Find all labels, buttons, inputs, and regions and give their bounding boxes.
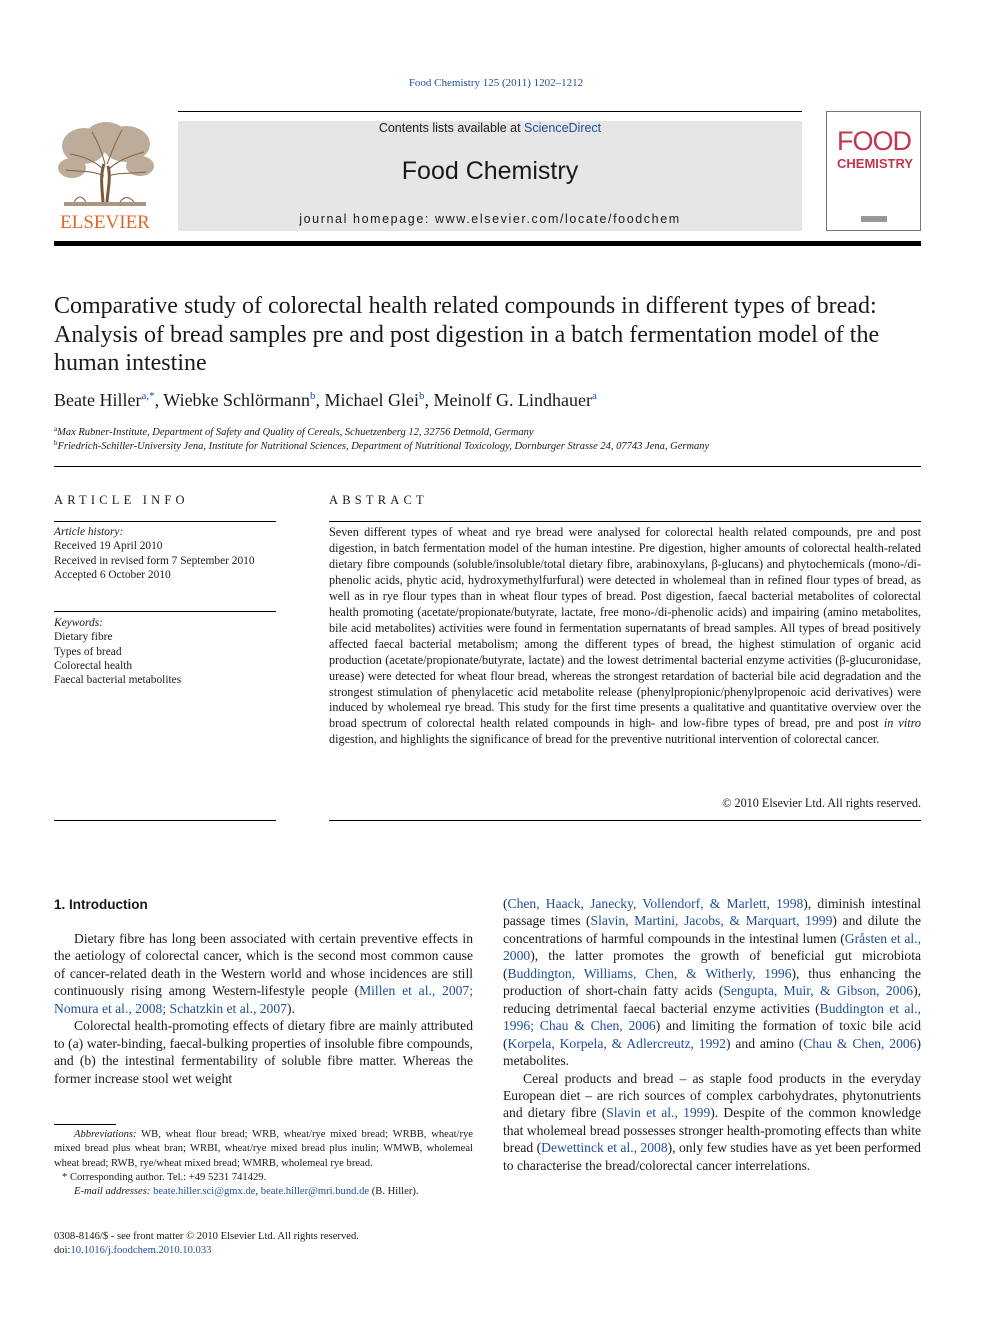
accepted-date: Accepted 6 October 2010 xyxy=(54,568,171,581)
section-heading: 1. Introduction xyxy=(54,897,148,912)
author-affiliation-mark[interactable]: b xyxy=(419,390,425,402)
author-name: Michael Glei xyxy=(324,390,419,410)
citation-link[interactable]: Chau & Chen, 2006 xyxy=(803,1035,917,1051)
citation-link[interactable]: Sengupta, Muir, & Gibson, 2006 xyxy=(723,983,914,999)
citation-link[interactable]: Millen et al., 2007; Nomura et al., 2008; Schatzkin et al., 2007 xyxy=(54,983,473,1016)
citation-link[interactable]: Korpela, Korpela, & Adlercreutz, 1992 xyxy=(507,1035,726,1051)
body-right-column xyxy=(503,895,921,1174)
keyword: Types of bread xyxy=(54,645,122,658)
affiliation-b: $^b$Friedrich-Schiller-University Jena, Institute for Nutritional Sciences, Department of Nutritional Toxicology, Dornburger Strasse 24, 07743 Jena, Germany xyxy=(54,439,710,452)
keywords xyxy=(54,616,181,687)
received-date: Received 19 April 2010 xyxy=(54,540,163,553)
author-affiliation-mark[interactable]: b xyxy=(310,390,316,402)
cover-food-text: FOOD xyxy=(837,126,911,156)
keyword: Colorectal health xyxy=(54,659,133,672)
journal-title: Food Chemistry xyxy=(401,157,579,185)
paragraph: Cereal products and bread – as staple food products in the everyday European diet – are rich sources of complex carbohydrates, phytonutrients and dietary fibre (Slavin et al., 1999). Despite of the common knowledge that wholemeal bread possesses stronger health-promoting effects than white bread (Dewettinck et al., 2008), only few studies have as yet been performed to characterise the bread/colorectal cancer interrelations. xyxy=(503,1070,922,1173)
article-info-heading: ARTICLE INFO xyxy=(54,493,189,507)
paragraph: (Chen, Haack, Janecky, Vollendorf, & Marlett, 1998), diminish intestinal passage times (Slavin, Martini, Jacobs, & Marquart, 1999) and dilute the concentrations of harmful compounds in the intestinal lumen (Gråsten et al., 2000), the latter promotes the growth of beneficial gut microbiota (Buddington, Williams, Chen, & Witherly, 1996), thus enhancing the production of short-chain fatty acids (Sengupta, Muir, & Gibson, 2006), reducing detrimental faecal bacterial enzyme activities (Buddington et al., 1996; Chau & Chen, 2006) and limiting the formation of toxic bile acid (Korpela, Korpela, & Adlercreutz, 1992) and amino (Chau & Chen, 2006) metabolites. xyxy=(503,896,922,1069)
header-rule xyxy=(178,111,802,112)
title-rule xyxy=(54,466,921,467)
front-matter-info xyxy=(54,1230,359,1259)
author-affiliation-mark[interactable]: a,* xyxy=(141,390,155,402)
author-name: Beate Hiller xyxy=(54,390,142,410)
cover-publisher-mark xyxy=(861,216,887,222)
corresponding-author: * Corresponding author. Tel.: +49 5231 741429. xyxy=(62,1171,267,1183)
citation-link[interactable]: Chen, Haack, Janecky, Vollendorf, & Marlett, 1998 xyxy=(507,896,804,911)
citation-link[interactable]: Slavin, Martini, Jacobs, & Marquart, 1999 xyxy=(590,913,833,929)
footnotes xyxy=(54,1128,473,1199)
info-rule xyxy=(54,611,276,612)
abstract-rule xyxy=(329,820,921,821)
abstract-heading: ABSTRACT xyxy=(329,493,428,507)
citation-link[interactable]: Buddington, Williams, Chen, & Witherly, 1996 xyxy=(507,965,792,981)
citation-link[interactable]: Buddington et al., 1996; Chau & Chen, 2006 xyxy=(503,1000,921,1034)
author-name: Meinolf G. Lindhauer xyxy=(433,390,592,410)
keyword: Dietary fibre xyxy=(54,631,113,644)
cover-chemistry-text: CHEMISTRY xyxy=(837,156,914,171)
email-link[interactable]: beate.hiller.sci@gmx.de xyxy=(153,1186,256,1198)
issn-line: 0308-8146/$ - see front matter © 2010 Elsevier Ltd. All rights reserved. xyxy=(54,1231,359,1242)
info-rule xyxy=(54,820,276,821)
elsevier-tree-logo xyxy=(54,120,156,232)
contents-line: Contents lists available at ScienceDirect xyxy=(378,121,602,135)
revised-date: Received in revised form 7 September 2010 xyxy=(54,554,255,567)
keyword: Faecal bacterial metabolites xyxy=(54,674,182,687)
author-list: Beate Hiller$^{a,*}$, Wiebke Schlörmann$^b$, Michael Glei$^b$, Meinolf G. Lindhauer$^a$ xyxy=(54,390,597,410)
info-rule xyxy=(54,521,276,522)
doi-line: doi:10.1016/j.foodchem.2010.10.033 xyxy=(54,1245,212,1257)
author-name: Wiebke Schlörmann xyxy=(163,390,311,410)
footnote-rule xyxy=(54,1124,116,1125)
history-label: Article history: xyxy=(54,526,124,538)
header-thick-rule xyxy=(54,241,921,246)
journal-cover xyxy=(826,111,921,231)
abstract-text: Seven different types of wheat and rye bread were analysed for colorectal health related compounds, pre and post digestion, in batch fermentation model of the human intestine. Pre digestion, higher amounts of colorectal health-related dietary fibre compounds (soluble/insoluble/total dietary fibre, arabinoxylans, β-glucans) and phytochemicals (mono-/di-phenolic acids, phytic acid, hydroxymethylfurfural) were detected in wholemeal than in refined flour types of bread, as well as in rye flour types than in wheat flour types of bread. Post digestion, faecal bacterial metabolites of colorectal health promoting (acetate/propionate/butyrate, lactate, free mono-/di-phenolic acids) and impairing (amino metabolites, bile acid metabolites) activities were found in fermentation supernatants of bread samples. All types of bread positively affected faecal bacterial metabolism; among the different types of bread, the highest stimulation of organic acid production (acetate/propionate/butyrate, lactate) and the lowest detrimental bacterial enzyme activities (β-glucuronidase, urease) were detected for wheat flour bread, whereas the strongest retardation of bacterial bile acid degradation and the strongest stimulation of phenylacetic acid metabolite release (phenylpropionic/phenylpropenoic acid derivatives) were induced by wholemeal rye bread. This study for the first time presents a qualitative and quantitative overview over the broad spectrum of colorectal health related compounds in high- and low-fibre types of bread, pre and post in vitro digestion, and highlights the significance of bread for the preventive nutritional intervention of colorectal cancer. xyxy=(329,525,922,747)
abstract-copyright: © 2010 Elsevier Ltd. All rights reserved. xyxy=(722,796,921,810)
keywords-label: Keywords: xyxy=(54,617,103,629)
email-link[interactable]: beate.hiller@mri.bund.de xyxy=(260,1186,370,1198)
paragraph: Colorectal health-promoting effects of dietary fibre are mainly attributed to (a) water-binding, faecal-bulking properties of insoluble fibre compounds, and (b) the intestinal fermentability of soluble fibre matter. Whereas the former increase stool wet weight xyxy=(54,1018,473,1086)
citation-link[interactable]: Gråsten et al., 2000 xyxy=(503,930,921,964)
email-footnote: E-mail addresses: beate.hiller.sci@gmx.de, beate.hiller@mri.bund.de (B. Hiller). xyxy=(74,1186,419,1198)
sciencedirect-link[interactable]: ScienceDirect xyxy=(524,121,602,135)
affiliation-a: $^a$Max Rubner-Institute, Department of Safety and Quality of Cereals, Schuetzenberg 12, 32756 Detmold, Germany xyxy=(54,425,534,438)
abbreviations-footnote: Abbreviations: WB, wheat flour bread; WRB, wheat/rye mixed bread; WRBB, wheat/rye mixed bread plus wheat bran; WRBI, wheat/rye mixed bread plus inulin; WMWB, wholemeal wheat bread; RWB, rye/wheat mixed bread; WMRB, wholemeal rye bread. xyxy=(54,1129,473,1169)
journal-citation[interactable]: Food Chemistry 125 (2011) 1202–1212 xyxy=(408,77,584,89)
citation-link[interactable]: Slavin et al., 1999 xyxy=(606,1105,711,1121)
abstract-rule xyxy=(329,521,921,522)
author-affiliation-mark[interactable]: a xyxy=(591,390,597,402)
paragraph: Dietary fibre has long been associated with certain preventive effects in the aetiology of colorectal cancer, which is the second most common cause of cancer-related death in the Western world and whose incidences are still continuously rising among Western-lifestyle people (Millen et al., 2007; Nomura et al., 2008; Schatzkin et al., 2007). xyxy=(54,931,473,1016)
article-title: Comparative study of colorectal health related compounds in different types of bread: Analysis of bread samples pre and post digestion in a batch fermentation model of the human intestine xyxy=(54,293,880,376)
article-history xyxy=(54,525,255,582)
doi-link[interactable]: 10.1016/j.foodchem.2010.10.033 xyxy=(70,1245,212,1257)
citation-link[interactable]: Dewettinck et al., 2008 xyxy=(541,1140,668,1156)
elsevier-wordmark: ELSEVIER xyxy=(60,212,150,232)
body-left-column xyxy=(54,930,473,1087)
journal-homepage[interactable]: journal homepage: www.elsevier.com/locate/foodchem xyxy=(299,212,681,226)
